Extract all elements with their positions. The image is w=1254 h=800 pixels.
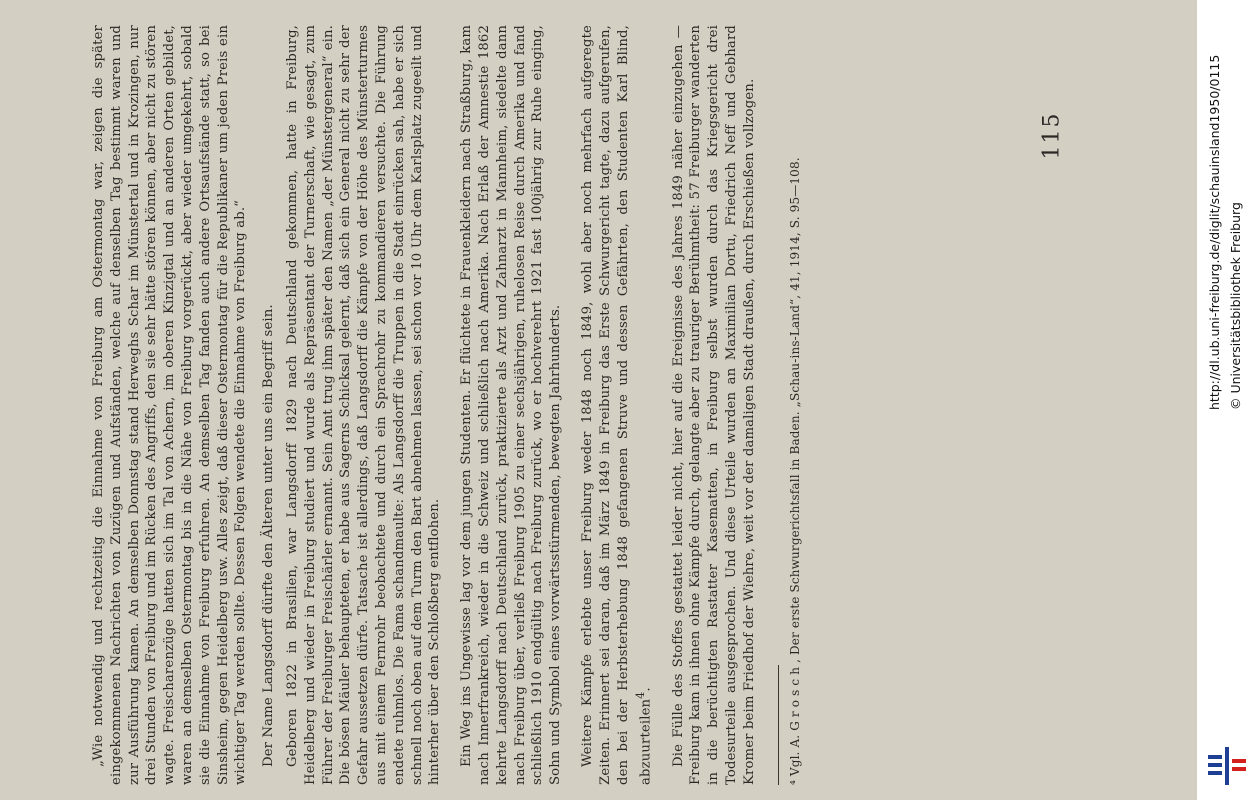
- footnote-divider: [778, 665, 779, 785]
- further-end: .: [638, 687, 654, 692]
- langsdorff-intro-line: Der Name Langsdorff dürfte den Älteren unter uns ein Begriff sein.: [261, 304, 277, 767]
- exile-paragraph: Ein Weg ins Ungewisse lag vor dem jungen Studenten. Er flüchtete in Frauenkleidern nach Straßburg, kam nach Innerfrankreich, wieder in die Schweiz und schließlich nach Amerika. Nach Erlaß der Amnestie 1862 kehrte Langsdorff nach Deutschland zurück, praktizierte als Arzt und Zahnarzt in Mannheim, siedelte dann nach Freiburg über, verließ Freiburg 1905 zu einer sechsjährigen, ruhelosen Reise durch Amerika und fand schließlich 1910 endgültig nach Freiburg zurück, wo er hochverehrt 1921 fast 100jährig zur Ruhe einging, Sohn und Symbol eines vorwärtsstürmenden, bewegten Jahrhunderts.: [459, 25, 564, 785]
- quote-paragraph: „Wie notwendig und rechtzeitig die Einnahme von Freiburg am Ostermontag war, zeigen die später eingekommenen Nachrichten von Zuzügen und Aufständen, welche auf denselben Tag bestimmt waren und zur Ausführung kamen. An demselben Donnstag stand Herweghs Schar im Münstertal und in Krozingen, nur drei Stunden von Freiburg und im Rücken des Angriffs, den sie sehr hätte stören können, aber nicht zu stören wagte. Freischarenzüge hatten sich im Tal von Achern, im oberen Kinzigtal und an anderen Orten gebildet, waren an demselben Ostermontag bis in die Nähe von Freiburg vorgerückt, aber wieder umgekehrt, sobald sie die Einnahme von Freiburg erfuhren. An demselben Tag fanden auch andere Ortsaufstände statt, so bei Sinsheim, gegen Heidelberg usw. Alles zeigt, daß dieser Ostermontag für die Republikaner um jeden Preis ein wichtiger Tag werden sollte. Dessen Folgen wendete die Einnahme von Freiburg ab.“: [91, 25, 249, 785]
- further-text: Weitere Kämpfe erlebte unser Freiburg weder 1848 noch 1849, wohl aber noch mehrfach aufgeregte Zeiten. Erinnert sei daran, daß im März 1849 in Freiburg das Erste Schwurgericht tagte, dazu aufgerufen, den bei der Herbsterhebung 1848 gefangenen Struve und dessen Gefährten, den Studenten Karl Blind, abzuurteilen: [579, 25, 654, 785]
- footnote-ref: 4: [634, 691, 648, 699]
- page-number: 115: [1039, 111, 1065, 159]
- footnote: ⁴ Vgl. A. G r o s c h , Der erste Schwurgerichtsfall in Baden. „Schau-ins-Land“, 41, 1914, S. 95—108.: [788, 157, 803, 785]
- copyright-notice: © Universitätsbibliothek Freiburg: [1228, 202, 1243, 410]
- permalink-url[interactable]: http://dl.ub.uni-freiburg.de/diglit/schauinsland1950/0115: [1207, 54, 1222, 410]
- langsdorff-paragraph: Geboren 1822 in Brasilien, war Langsdorff 1829 nach Deutschland gekommen, hatte in Freiburg, Heidelberg und wieder in Freiburg studiert und wurde als Repräsentant der Turnerschaft, wie gesagt, zum Führer der Freiburger Freischärler ernannt. Sein Amt trug ihm später den Namen „der Münstergeneral“ ein. Die bösen Mäuler behaupteten, er habe aus Sagerns Schicksal gelernt, daß sich ein General nicht zu sehr der Gefahr aussetzen dürfe. Tatsache ist allerdings, daß Langsdorff die Kämpfe von der Höhe des Münsterturmes aus mit einem Fernrohr beobachtete und durch ein Sprachrohr zu kommandieren versuchte. Die Führung endete ruhmlos. Die Fama schandmaulte: Als Langsdorff die Truppen in die Stadt einrücken sah, habe er sich schnell noch oben auf dem Turm den Bart abnehmen lassen, sei schon vor 10 Uhr dem Karlsplatz zugeeilt und hinterher über den Schloßberg entflohen.: [284, 25, 443, 785]
- further-paragraph: [579, 25, 656, 785]
- university-library-logo-icon: [1204, 745, 1250, 787]
- events-1849-paragraph: Die Fülle des Stoffes gestattet leider nicht, hier auf die Ereignisse des Jahres 1849 näher einzugehen — Freiburg kam in ihnen ohne Kämpfe durch, gelangte aber zu trauriger Berühmtheit: 57 Freiburger wanderten in die berüchtigten Rastatter Kasematten, in Freiburg selbst wurden durch das Kriegsgericht drei Todesurteile ausgesprochen. Und diese Urteile wurden an Maximilian Dortu, Friedrich Neff und Gebhard Kromer beim Friedhof der Wiehre, weit vor der damaligen Stadt draußen, durch Erschießen vollzogen.: [670, 25, 757, 785]
- page-text-block: [90, 25, 1070, 785]
- library-sidebar: [1197, 0, 1254, 800]
